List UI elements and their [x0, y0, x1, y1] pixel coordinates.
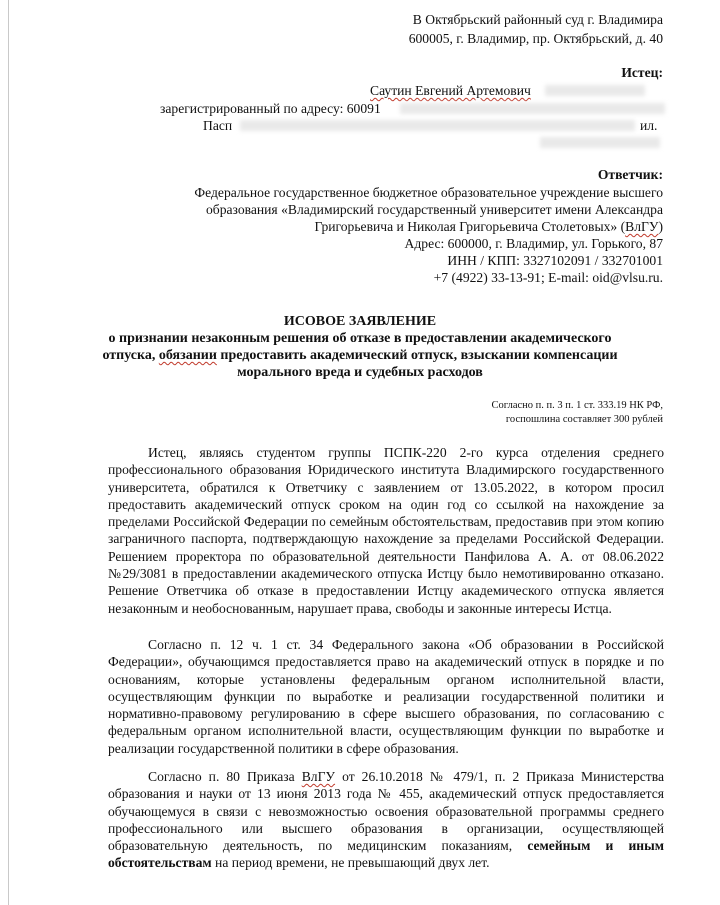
court-name: В Октябрьский районный суд г. Владимира — [412, 12, 663, 27]
plaintiff-registration: зарегистрированный по адресу: 60091 — [160, 101, 381, 116]
defendant-inn: ИНН / КПП: 3327102091 / 332701001 — [447, 253, 663, 268]
body-paragraph-3: Согласно п. 80 Приказа ВлГУ от 26.10.2018 № 479/1, п. 2 Приказа Министерства образования и науки от 13 июня 2013 года № 455, академический отпуск предоставляется обучающемуся в связи с невозможностью освоения образовательной программы среднего профессионального или высшего образования в организации, осуществляющей образовательную деятельность, по медицинским показаниям, семейным и иным обстоятельствам на период времени, не превышающий двух лет. — [108, 769, 665, 871]
defendant-line2: образования «Владимирский государственный университет имени Александра — [205, 202, 663, 217]
redaction — [540, 137, 660, 148]
body-paragraph-1: Истец, являясь студентом группы ПСПК-220 2-го курса отделения среднего профессионального образования Юридического института Владимирского государственного университета, обратился к Ответчику с заявлением от 13.05.2022, в котором просил предоставить академический отпуск сроком на один год со ссылкой на нахождение за пределами Российской Федерации по семейным обстоятельствам, предоставив при этом копию заграничного паспорта, подтверждающую нахождение за пределами Российской Федерации. Решением проректора по образовательной деятельности Панфилова А. А. от 08.06.2022 №29/3081 в предоставлении академического отпуска Истцу было немотивированно отказано. Решение Ответчика об отказе в предоставлении Истцу академического отпуска является незаконным и необоснованным, нарушает права, свободы и законные интересы Истца. — [108, 445, 664, 616]
redaction — [400, 103, 665, 114]
document-subtitle-2: отпуска, обязании предоставить академический отпуск, взыскании компенсации — [102, 348, 618, 363]
document-title: ИСОВОЕ ЗАЯВЛЕНИЕ — [283, 314, 437, 329]
plaintiff-name: Саутин Евгений Артемович — [370, 83, 531, 98]
defendant-line3: Григорьевича и Николая Григорьевича Столетовых» (ВлГУ) — [314, 219, 663, 234]
defendant-address: Адрес: 600000, г. Владимир, ул. Горького, 87 — [404, 236, 663, 251]
body-paragraph-2: Согласно п. 12 ч. 1 ст. 34 Федерального закона «Об образовании в Российской Федерации», обучающимся предоставляется право на академический отпуск в порядке и по основаниям, которые установлены федеральным органом исполнительной власти, осуществляющим функции по выработке и реализации государственной политики и нормативно-правовому регулированию в сфере высшего образования, по согласованию с федеральным органом исполнительной власти, осуществляющим функции по выработке и реализации государственной политики в сфере образования. — [108, 637, 664, 756]
plaintiff-passport: Пасп — [203, 118, 233, 133]
redaction — [545, 85, 645, 96]
court-address: 600005, г. Владимир, пр. Октябрьский, д. 40 — [408, 31, 663, 46]
fee-note-1: Согласно п. п. 3 п. 1 ст. 333.19 НК РФ, — [491, 400, 663, 411]
plaintiff-heading: Истец: — [621, 65, 663, 80]
document-subtitle-1: о признании незаконным решения об отказе в предоставлении академического — [108, 331, 612, 346]
defendant-line1: Федеральное государственное бюджетное образовательное учреждение высшего — [194, 185, 663, 200]
document-subtitle-3: морального вреда и судебных расходов — [237, 365, 483, 380]
fee-note-2: госпошлина составляет 300 рублей — [505, 414, 663, 425]
defendant-heading: Ответчик: — [597, 167, 663, 182]
plaintiff-tail: ил. — [640, 118, 658, 133]
defendant-contacts: +7 (4922) 33-13-91; E-mail: oid@vlsu.ru. — [433, 270, 663, 285]
redaction — [240, 120, 635, 131]
